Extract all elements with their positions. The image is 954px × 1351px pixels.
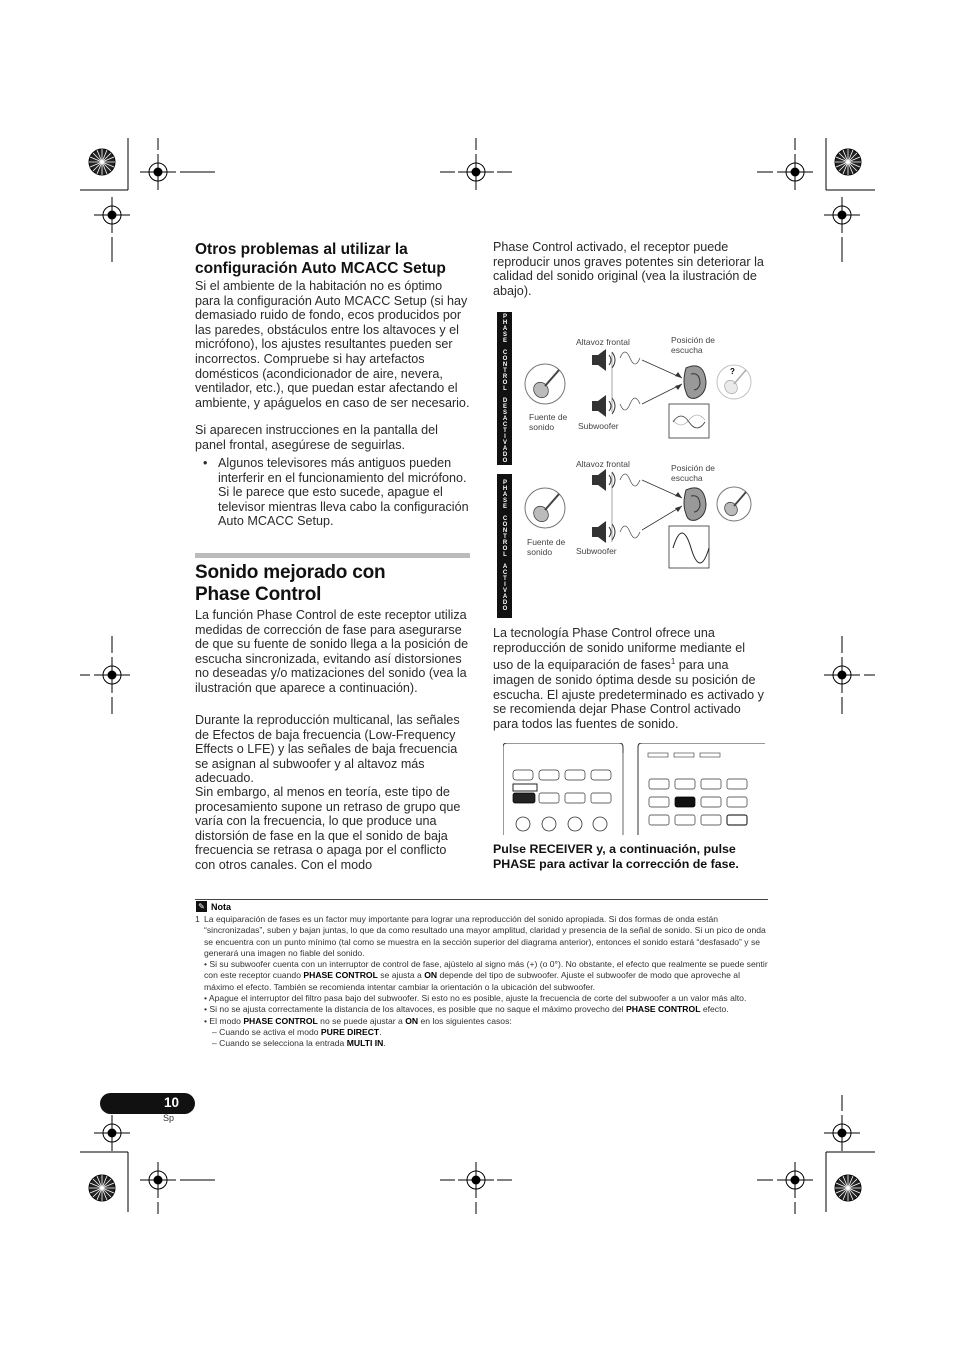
instruction-text: Pulse RECEIVER y, a continuación, pulse PHASE para activar la corrección de fase.	[493, 842, 739, 871]
note-5-bold-on: ON	[405, 1015, 419, 1026]
note-7-bold: MULTI IN	[346, 1038, 384, 1049]
page-number-tab	[100, 1093, 195, 1114]
result-box-off	[669, 404, 709, 438]
remote-svg	[503, 743, 765, 835]
note-item-7	[195, 1038, 770, 1049]
label-front-speaker-on: Altavoz frontal	[576, 459, 630, 469]
label-source-on: Fuente de sonido	[527, 537, 566, 557]
label-listening-on: Posición de escucha	[671, 463, 715, 483]
footnote-ref: 1	[670, 657, 676, 667]
note-1-text: La equiparación de fases es un factor muy importante para lograr una reproducción del sonido apropiada. Si dos formas de onda están “sincronizadas”, suben y bajan juntas, lo que da como resultado una mayor amplitud, claridad y presencia de la señal de sonido. Si un pico de onda se encuentra con un punto mínimo (tal como se muestra en la sección superior del diagrama anterior), entonces el sonido estará “desfasado” y se generará una imagen no fiable del sonido.	[204, 914, 766, 958]
label-phase-off-text: PHASE CONTROL DESACTIVADO	[502, 313, 508, 464]
pencil-icon: ✎	[196, 901, 207, 912]
guitar-icon	[525, 364, 565, 404]
paragraph-ambiente: Si el ambiente de la habitación no es óptimo para la configuración Auto MCACC Setup (si hay demasiado ruido de fondo, ecos producidos por las paredes, obstáculos entre los altavoces y el micrófono), los ajustes resultantes pueden ser incorrectos. Compruebe si hay artefactos domésticos (acondicionador de aire, nevera, ventilador, etc.), que puedan estar afectando el ambiente, y apáguelos en caso de ser necesario.	[195, 279, 470, 410]
note-item-3: • Apague el interruptor del filtro pasa bajo del subwoofer. Si esto no es posible, ajuste la frecuencia de corte del subwoofer a un valor más alto.	[204, 993, 747, 1004]
note-body	[195, 914, 770, 1050]
note-4-bold-phase: PHASE CONTROL	[625, 1004, 701, 1015]
subwoofer-icon	[592, 395, 615, 417]
speaker-icon	[592, 349, 615, 371]
heading-sonido-mejorado: Sonido mejorado con Phase Control	[195, 562, 386, 605]
phase-button	[675, 797, 695, 807]
note-2-bold-phase: PHASE CONTROL	[303, 970, 378, 981]
remote-illustration	[503, 743, 765, 835]
note-item-6	[195, 1027, 770, 1038]
note-7-text-a: – Cuando se selecciona la entrada	[212, 1038, 347, 1049]
note-item-2	[195, 959, 770, 993]
paragraph-multicanal: Durante la reproducción multicanal, las señales de Efectos de baja frecuencia (Low-Frequency Effects o LFE) y las señales de baja frecuencia se asignan al subwoofer y al altavoz más adecuado.	[195, 713, 460, 786]
note-header	[196, 901, 231, 912]
paragraph-phase-activado: Phase Control activado, el receptor puede reproducir unos graves potentes sin deteriorar la calidad del sonido original (vea la ilustración de abajo).	[493, 240, 764, 298]
ear-icon-on	[684, 488, 706, 521]
section-rule	[195, 553, 470, 558]
note-6-text-a: – Cuando se activa el modo	[212, 1026, 321, 1037]
speaker-icon-on	[592, 469, 615, 491]
question-mark: ?	[730, 367, 735, 376]
label-phase-on-text: PHASE CONTROL ACTIVADO	[502, 480, 508, 612]
note-item-1	[195, 914, 770, 959]
note-5-text-e: en los siguientes casos:	[418, 1015, 512, 1026]
label-subwoofer-off: Subwoofer	[578, 421, 619, 431]
tecnologia-text-a: La tecnología Phase Control ofrece una reproducción de sonido uniforme mediante el uso de la equiparación de fases	[493, 626, 746, 673]
note-5-text-a: • El modo	[204, 1015, 244, 1026]
note-2-bold-on: ON	[424, 970, 438, 981]
phase-diagram	[497, 312, 767, 618]
note-2-text-e: depende del tipo de subwoofer. Ajuste el subwoofer de modo que aproveche al máximo el efecto. También se recomienda intentar cambiar la orientación o la ubicación del subwoofer.	[204, 970, 740, 992]
bullet-marker: •	[203, 456, 208, 470]
note-2-text-a: • Si su subwoofer cuenta con un interruptor de control de fase, ajústelo al signo más (+) (o 0°). No obstante, el efecto que realmente se puede sentir con este receptor cuando	[204, 959, 768, 981]
note-4-text-c: efecto.	[700, 1004, 729, 1015]
note-item-4	[195, 1004, 770, 1015]
heading-otros-problemas: Otros problemas al utilizar la configuración Auto MCACC Setup	[195, 241, 446, 277]
subwoofer-icon-on	[592, 521, 615, 543]
note-title: Nota	[211, 901, 231, 912]
guitar-icon-on	[525, 488, 565, 528]
paragraph-instrucciones: Si aparecen instrucciones en la pantalla del panel frontal, asegúrese de seguirlas.	[195, 423, 438, 452]
guitar-icon-listener	[717, 487, 751, 521]
note-6-bold: PURE DIRECT	[320, 1026, 380, 1037]
paragraph-retraso: Sin embargo, al menos en teoría, este tipo de procesamiento supone un retraso de grupo que varía con la frecuencia, lo que produce una distorsión de fase en la que el sonido de baja frecuencia se retrasa o apaga por el conflicto con otros canales. Con el modo	[195, 785, 461, 872]
label-front-speaker-off: Altavoz frontal	[576, 337, 630, 347]
note-7-text-c: .	[383, 1038, 386, 1049]
paragraph-tecnologia	[493, 626, 768, 731]
note-1-number: 1	[195, 914, 200, 924]
label-phase-off	[497, 312, 512, 465]
tecnologia-text-b: para una imagen de sonido óptima desde su posición de escucha. El ajuste predeterminado es activado y se recomienda dejar Phase Control activado para todos las fuentes de sonido.	[493, 658, 764, 731]
paragraph-phase-funcion: La función Phase Control de este receptor utiliza medidas de corrección de fase para asegurarse de que su fuente de sonido llega a la posición de escucha sincronizada, evitando así distorsiones no deseadas y/o matizaciones del sonido (vea la ilustración que aparece a continuación).	[195, 608, 469, 695]
page-language: Sp	[163, 1113, 175, 1123]
note-5-bold-phase: PHASE CONTROL	[243, 1015, 318, 1026]
note-2-text-c: se ajusta a	[377, 970, 425, 981]
note-5-text-c: no se puede ajustar a	[317, 1015, 406, 1026]
bullet-televisores: Algunos televisores más antiguos pueden interferir en el funcionamiento del micrófono. Si le parece que esto sucede, apague el televisor mientras lleva cabo la configuración Auto MCACC Setup.	[218, 456, 469, 529]
note-4-text-a: • Si no se ajusta correctamente la distancia de los altavoces, es posible que no saque el máximo provecho del	[204, 1004, 626, 1015]
note-rule	[195, 899, 768, 900]
ear-icon	[684, 366, 706, 399]
note-item-5	[195, 1016, 770, 1027]
note-6-text-c: .	[379, 1026, 382, 1037]
label-listening-off: Posición de escucha	[671, 335, 715, 355]
page-number: 10	[163, 1095, 179, 1110]
label-source-off: Fuente de sonido	[529, 412, 568, 432]
receiver-button	[513, 784, 537, 791]
label-phase-on	[497, 474, 512, 618]
label-subwoofer-on: Subwoofer	[576, 546, 617, 556]
